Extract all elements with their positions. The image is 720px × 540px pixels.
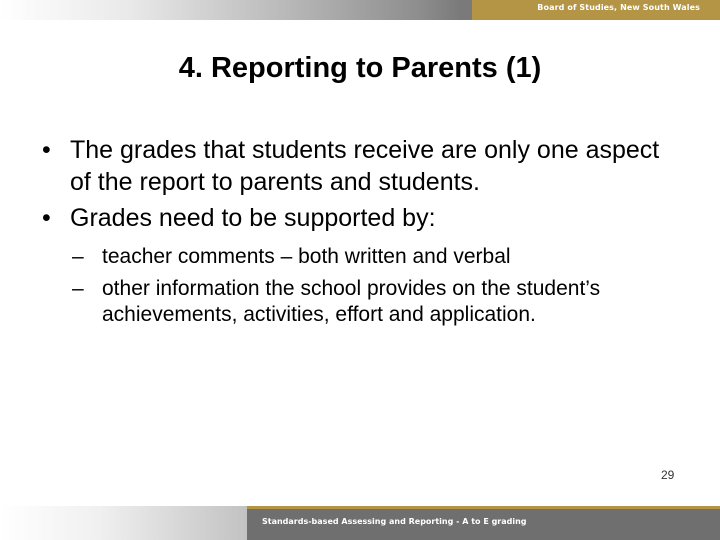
slide-body — [40, 134, 680, 334]
sub-bullet-marker: – — [72, 245, 84, 268]
footer-title: Standards-based Assessing and Reporting - A to E grading — [262, 517, 527, 526]
bullet-item — [40, 202, 680, 234]
organization-label: Board of Studies, New South Wales — [537, 3, 700, 12]
page-number: 29 — [661, 468, 675, 482]
bottom-banner-fade — [0, 506, 247, 540]
top-banner-gold-strip — [472, 0, 720, 20]
bottom-banner-gold-line — [247, 506, 720, 509]
sub-bullet-text: teacher comments – both written and verbal — [102, 245, 511, 268]
sub-bullet-item — [40, 244, 680, 270]
bullet-text: The grades that students receive are only one aspect of the report to parents and students. — [70, 136, 660, 196]
slide-title: 4. Reporting to Parents (1) — [178, 52, 542, 84]
sub-bullet-list — [40, 244, 680, 328]
bullet-item — [40, 134, 680, 198]
bullet-text: Grades need to be supported by: — [70, 204, 436, 232]
sub-bullet-text: other information the school provides on the student’s achievements, activities, effort and application. — [102, 277, 601, 326]
sub-bullet-marker: – — [72, 277, 84, 300]
sub-bullet-item — [40, 276, 680, 328]
bullet-marker: • — [42, 136, 51, 164]
bullet-marker: • — [42, 204, 51, 232]
